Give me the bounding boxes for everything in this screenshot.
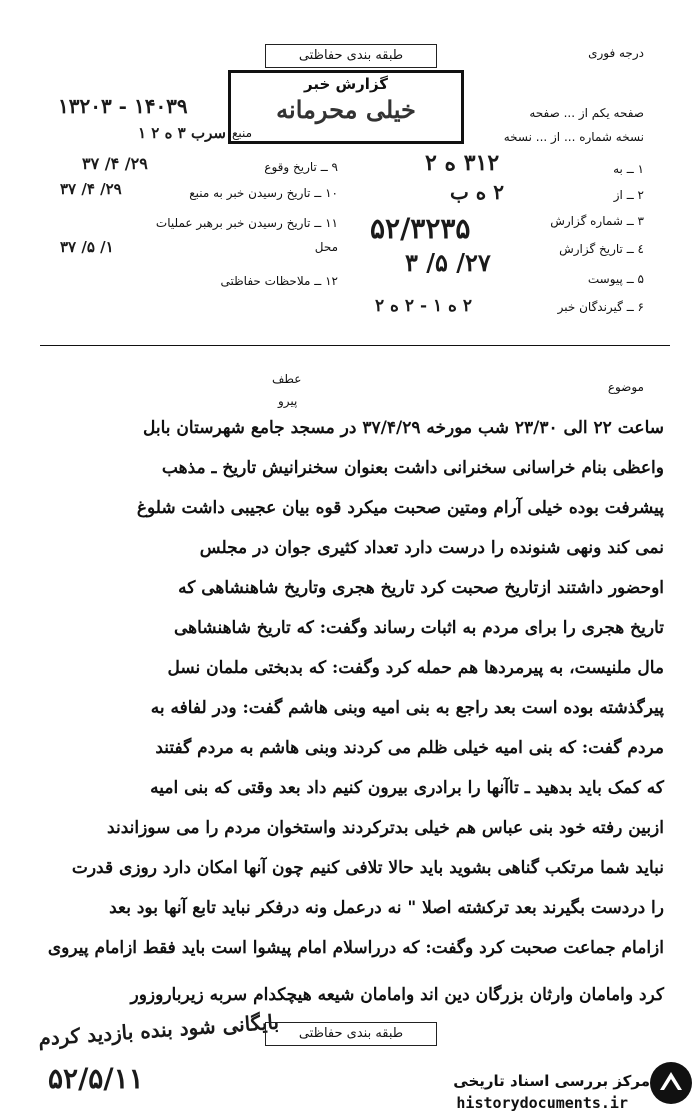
body-line: اوحضور داشتند ازتاریخ صحبت کرد تاریخ هجری وتاریخ شاهنشاهی که	[178, 578, 664, 598]
degree-label: درجه فوری	[588, 46, 644, 60]
atf-label: عطف	[272, 372, 302, 386]
body-line: ازبین رفته خود بنی عباس هم خیلی بدترکردند واستخوان مردم را می سوزاندند	[107, 818, 664, 838]
body-line: ازامام جماعت صحبت کرد وگفت: که درراسلام امام پیشوا است باید فقط ازامام پیروی	[47, 938, 664, 958]
field-place-label: محل	[314, 240, 338, 254]
field-to-value: ۳۱۲ ه ۲	[425, 150, 500, 176]
body-line: نمی کند ونهی شنونده را درست دارد تعداد کثیری جوان در مجلس	[199, 538, 664, 558]
field-report-number-label: ۳ ــ شماره گزارش	[550, 214, 644, 228]
body-line: کرد وامامان وارثان بزرگان دین اند وامامان شیعه هیچکدام سربه زیرباروزور	[130, 985, 664, 1005]
copy-label: نسخه شماره ... از ... نسخه	[503, 130, 644, 144]
field-security-notes-label: ۱۲ ــ ملاحظات حفاظتی	[220, 274, 338, 288]
report-stamp	[228, 70, 464, 144]
body-line: واعظی بنام خراسانی سخنرانی داشت بعنوان سخنرانیش تاریخ ـ مذهب	[161, 458, 664, 478]
body-line: مردم گفت: که بنی امیه خیلی ظلم می کردند وبنی هاشم به مردم گفتند	[155, 738, 664, 758]
handwritten-date: ۵۲/۵/۱۱	[48, 1062, 144, 1095]
field-from-label: ۲ ــ از	[613, 188, 644, 202]
ref-line-2: سرب ۳ ه ۲ ۱	[138, 124, 226, 142]
field-recipients-label: ۶ ــ گیرندگان خبر	[557, 300, 644, 314]
field-report-date-label: ٤ ــ تاریخ گزارش	[559, 242, 644, 256]
body-line: پیشرفت بوده خیلی آرام ومتین صحبت میکرد قوه بیان عجیبی داشت شلوغ	[136, 498, 664, 518]
field-report-date-value: ۲۷/ ۵/ ۳	[405, 248, 491, 277]
body-line: ساعت ۲۲ الی ۲۳/۳۰ شب مورخه ۳۷/۴/۲۹ در مسجد جامع شهرستان بابل	[142, 418, 664, 438]
field-source-receipt-date-label: ۱۰ ــ تاریخ رسیدن خبر به منبع	[189, 186, 338, 200]
body-line: نباید شما مرتکب گناهی بشوید باید حالا تلافی کنیم چون آنها امکان دارد روزی قدرت	[71, 858, 664, 878]
body-line: تاریخ هجری را برای مردم به اثبات رساند وگفت: که تاریخ شاهنشاهی	[173, 618, 664, 638]
field-to-label: ۱ ــ به	[613, 162, 644, 176]
body-line: که کمک باید بدهید ـ تاآنها را برادری بیرون کنیم داد بعد وقتی که بنی امیه	[150, 778, 664, 798]
header-divider	[40, 345, 670, 346]
field-attachment-label: ۵ ــ پیوست	[587, 272, 644, 286]
body-line: پیرگذشته بوده است بعد راجع به بنی امیه وبنی هاشم گفت: ودر لفافه به	[150, 698, 664, 718]
stamp-title: گزارش خبر	[303, 75, 389, 93]
topic-label: موضوع	[607, 380, 644, 394]
peyro-label: پیرو	[278, 394, 298, 408]
field-operations-receipt-date-value: ۱/ ۵/ ۳۷	[60, 238, 114, 256]
field-operations-receipt-date-label: ۱۱ ــ تاریخ رسیدن خبر برهبر عملیات	[155, 216, 338, 230]
source-label: منبع	[232, 126, 253, 140]
body-line: مال ملنیست، به پیرمردها هم حمله کرد وگفت: که بدبختی ملمان نسل	[167, 658, 664, 678]
classification-footer: طبقه بندی حفاظتی	[265, 1022, 437, 1046]
body-line: را دردست بگیرند بعد ترکشته اصلا " نه درعمل ونه درفکر نباید تابع آنها بود بعد	[109, 898, 664, 918]
field-occurrence-date-value: ۲۹/ ۴/ ۳۷	[82, 154, 148, 173]
handwritten-note: بایگانی شود بنده بازدید کردم	[37, 1009, 280, 1051]
watermark-url: historydocuments.ir	[456, 1094, 628, 1112]
watermark-name: مرکز بررسی اسناد تاریخی	[453, 1072, 650, 1090]
archive-logo-icon	[648, 1060, 694, 1106]
stamp-handwritten: خیلی محرمانه	[276, 95, 416, 124]
ref-number: ۱۴۰۳۹ - ۱۳۲۰۳	[58, 94, 188, 118]
field-source-receipt-date-value: ۲۹/ ۴/ ۳۷	[60, 180, 122, 198]
classification-header: طبقه بندی حفاظتی	[265, 44, 437, 68]
field-recipients-value: ۲ ه ۱ - ۲ ه ۲	[375, 296, 472, 316]
field-report-number-value: ۵۲/۳۲۳۵	[370, 212, 471, 245]
page-label: صفحه یکم از ... صفحه	[529, 106, 644, 120]
field-from-value: ۲ ه ب	[450, 180, 504, 204]
field-occurrence-date-label: ۹ ــ تاریخ وقوع	[264, 160, 338, 174]
